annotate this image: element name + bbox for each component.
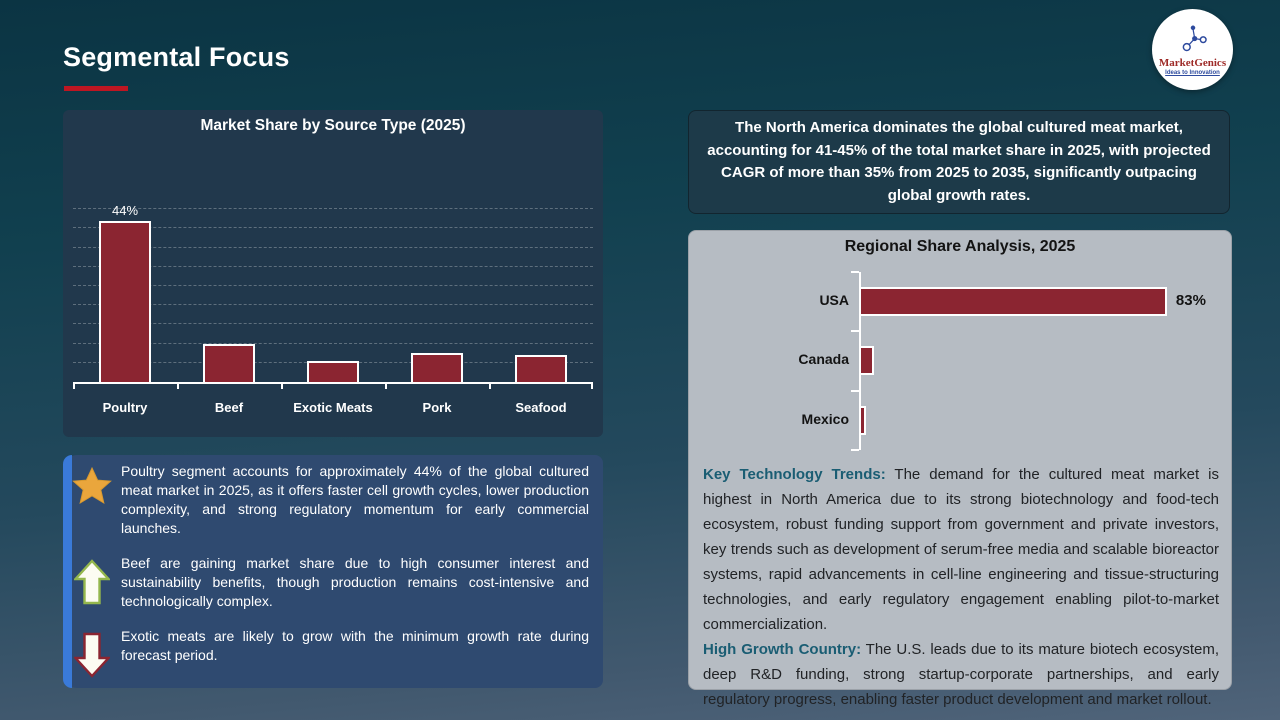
analysis-text-block: [703, 462, 1219, 712]
bar-exotic-meats: [307, 361, 359, 382]
logo-name: MarketGenics: [1158, 56, 1227, 69]
insight-text: Exotic meats are likely to grow with the minimum growth rate during forecast period.: [121, 628, 589, 663]
bar-column-seafood: [489, 203, 593, 382]
bar-poultry: [99, 221, 151, 382]
bar-column-exotic-meats: [281, 203, 385, 382]
axis-tick: [591, 382, 593, 389]
bar-seafood: [515, 355, 567, 382]
bar-canada: [859, 346, 874, 375]
north-america-highlight-box: [688, 110, 1230, 214]
bar-mexico: [859, 406, 866, 435]
axis-tick: [177, 382, 179, 389]
bar-column-pork: [385, 203, 489, 382]
analysis-heading: High Growth Country:: [703, 641, 862, 658]
bars-row: [73, 203, 593, 382]
regional-analysis-panel: [688, 230, 1232, 708]
axis-tick: [385, 382, 387, 389]
bar-value-label: 44%: [111, 203, 139, 218]
page-title: Segmental Focus: [63, 42, 290, 72]
bar-column-poultry: [73, 203, 177, 382]
source-chart-categories: [73, 400, 593, 415]
axis-tick: [281, 382, 283, 389]
source-type-chart-panel: [63, 110, 603, 437]
insight-item-exotic: [63, 627, 589, 679]
bar-value-label: 83%: [1175, 292, 1206, 310]
axis-tick: [851, 271, 859, 273]
segment-insights-box: [63, 455, 603, 688]
source-chart-plot: [73, 203, 593, 384]
axis-tick: [73, 382, 75, 389]
regional-chart-plot: [689, 231, 1231, 461]
highlight-text: The North America dominates the global cultured meat market, accounting for 41-45% of the total market share in 2025, with projected CAGR of more than 35% from 2025 to 2035, significantly outpacing global growth rates.: [707, 119, 1211, 204]
category-label-beef: Beef: [214, 400, 244, 415]
logo-tagline: Ideas to Innovation: [1165, 69, 1220, 76]
axis-tick: [851, 390, 859, 392]
category-label-mexico: Mexico: [801, 410, 849, 427]
analysis-body: The demand for the cultured meat market is highest in North America due to its strong biotechnology and food-tech ecosystem, robust funding support from government and private investors, key trends such as development of serum-free media and scalable bioreactor systems, rapid advancements in cell-line engineering and tissue-structuring technologies, and early regulatory engagement enabling pilot-to-market commercialization.: [703, 466, 1219, 633]
bar-pork: [411, 353, 463, 382]
category-label-exotic-meats: Exotic Meats: [293, 400, 373, 415]
insight-accent-bar: [63, 455, 72, 688]
insight-text: Beef are gaining market share due to high consumer interest and sustainability benefits, though production remains cost-intensive and technologically complex.: [121, 555, 589, 609]
insight-item-poultry: [63, 462, 589, 538]
insight-item-beef: [63, 554, 589, 611]
molecule-icon: [1176, 23, 1210, 58]
analysis-body: The U.S. leads due to its mature biotech ecosystem, deep R&D funding, strong startup-corporate partnerships, and early regulatory progress, enabling faster product development and market rollout.: [703, 641, 1219, 708]
category-label-poultry: Poultry: [102, 400, 148, 415]
regional-chart-title: Regional Share Analysis, 2025: [844, 238, 1076, 255]
bar-usa: [859, 287, 1167, 316]
bar-beef: [203, 344, 255, 382]
axis-tick: [851, 330, 859, 332]
axis-tick: [489, 382, 491, 389]
category-label-pork: Pork: [422, 400, 452, 415]
title-underline: [64, 86, 128, 91]
category-label-seafood: Seafood: [515, 400, 567, 415]
source-chart-title: Market Share by Source Type (2025): [200, 117, 466, 134]
insight-text: Poultry segment accounts for approximately 44% of the global cultured meat market in 2025, as it offers faster cell growth cycles, lower production complexity, and strong regulatory momentum for early commercial launches.: [121, 463, 589, 536]
category-label-usa: USA: [819, 292, 849, 309]
category-label-canada: Canada: [798, 351, 849, 368]
axis-tick: [851, 449, 859, 451]
company-logo: [1152, 9, 1233, 90]
analysis-heading: Key Technology Trends:: [703, 466, 886, 483]
bar-column-beef: [177, 203, 281, 382]
